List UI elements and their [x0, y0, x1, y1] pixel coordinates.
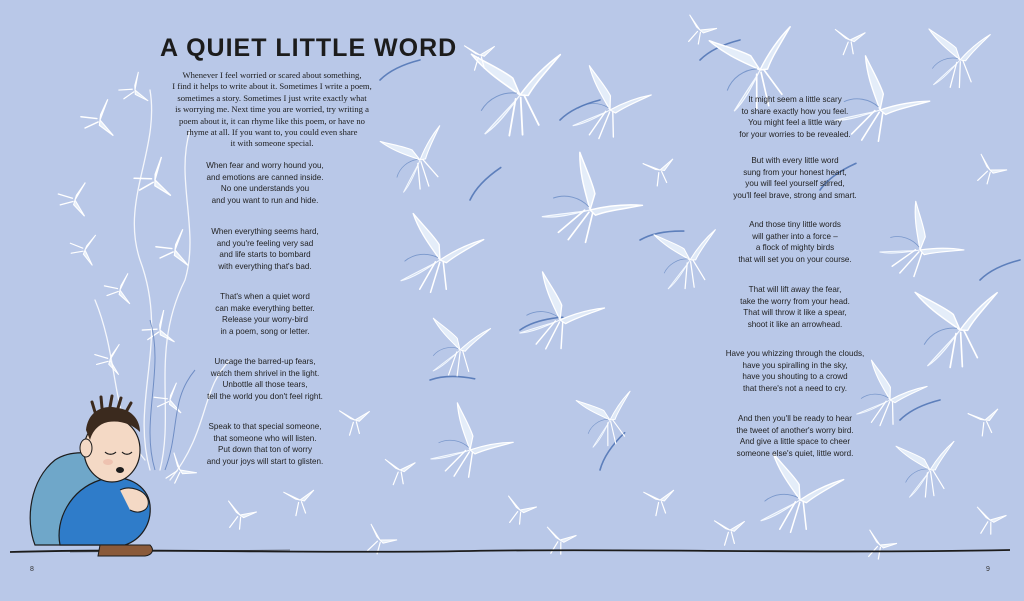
poem-stanza [705, 413, 885, 459]
intro-line: is worrying me. Next time you are worried, try writing a [175, 104, 369, 115]
poem-line: a flock of mighty birds [755, 243, 835, 253]
poem-line: to share exactly how you feel. [741, 106, 849, 116]
intro-line: sometimes a story. Sometimes I just write exactly what [177, 92, 367, 103]
poem-line: that there's not a need to cry. [743, 383, 847, 393]
poem-line: and emotions are canned inside. [206, 172, 324, 182]
poem-line: Put down that ton of worry [217, 445, 313, 455]
poem-stanza [705, 284, 885, 330]
poem-line: can make everything better. [215, 303, 315, 313]
intro-line: Whenever I feel worried or scared about something, [182, 70, 362, 80]
poem-stanza [705, 348, 885, 394]
poem-line: And those tiny little words [749, 220, 841, 229]
poem-line: that will set you on your course. [738, 254, 852, 264]
poem-line: tell the world you don't feel right. [207, 391, 323, 401]
poem-line: will gather into a force – [752, 231, 838, 241]
poem-stanza [705, 155, 885, 201]
poem-line: that someone who will listen. [213, 433, 317, 443]
poem-stanza [180, 356, 350, 402]
boy-figure [30, 396, 152, 556]
poem-line: No one understands you [220, 184, 310, 194]
intro-line: I find it helps to write about it. Sometimes I write a poem, [172, 81, 372, 92]
poem-line: And then you'll be ready to hear [737, 414, 853, 423]
poem-line: Have you whizzing through the clouds, [725, 349, 865, 358]
intro-line: poem about it, it can rhyme like this poem, or have no [179, 115, 365, 126]
poem-line: and your joys will start to glisten. [206, 456, 324, 466]
poem-line: the tweet of another's worry bird. [736, 425, 854, 435]
poem-line: It might seem a little scary [748, 95, 842, 104]
poem-line: And give a little space to cheer [739, 437, 851, 447]
intro-paragraph [165, 70, 379, 150]
poem-stanza [180, 421, 350, 467]
poem-line: Speak to that special someone, [208, 422, 322, 431]
poem-line: you'll feel brave, strong and smart. [733, 190, 857, 200]
poem-stanza [180, 226, 350, 272]
poem-line: you will feel yourself stirred, [745, 179, 845, 189]
poem-stanza [705, 94, 885, 140]
poem-line: That will throw it like a spear, [743, 308, 847, 318]
poem-line: someone else's quiet, little word. [736, 448, 854, 458]
poem-line: Unbottle all those tears, [222, 380, 308, 390]
poem-line: That will lift away the fear, [748, 285, 842, 294]
poem-line: take the worry from your head. [740, 296, 850, 306]
poem-line: sung from your honest heart, [743, 167, 847, 177]
poem-line: When fear and worry hound you, [206, 161, 324, 170]
poem-line: That's when a quiet word [220, 292, 310, 301]
poem-line: and you're feeling very sad [216, 238, 314, 248]
intro-line: it with someone special. [230, 138, 314, 149]
poem-line: But with every little word [751, 156, 839, 165]
poem-line: When everything seems hard, [211, 227, 319, 236]
poem-line: Uncage the barred-up fears, [214, 357, 316, 366]
poem-line: have you spiralling in the sky, [742, 360, 848, 370]
poem-line: You might feel a little wary [748, 118, 842, 128]
poem-line: and life starts to bombard [219, 250, 311, 260]
poem-line: watch them shrivel in the light. [210, 368, 320, 378]
page-number-right: 9 [986, 566, 990, 573]
poem-line: and you want to run and hide. [211, 195, 319, 205]
poem-stanza [180, 160, 350, 206]
poem-line: with everything that's bad. [218, 261, 312, 271]
poem-line: shoot it like an arrowhead. [747, 319, 843, 329]
poem-line: in a poem, song or letter. [220, 326, 310, 336]
intro-line: rhyme at all. If you want to, you could even share [186, 127, 358, 138]
poem-stanza [705, 219, 885, 265]
page-title: A QUIET LITTLE WORD [160, 34, 458, 62]
poem-line: Release your worry-bird [222, 315, 308, 325]
poem-line: for your worries to be revealed. [739, 129, 851, 139]
page-number-left: 8 [30, 566, 34, 573]
poem-line: have you shouting to a crowd [742, 372, 848, 382]
poem-stanza [180, 291, 350, 337]
